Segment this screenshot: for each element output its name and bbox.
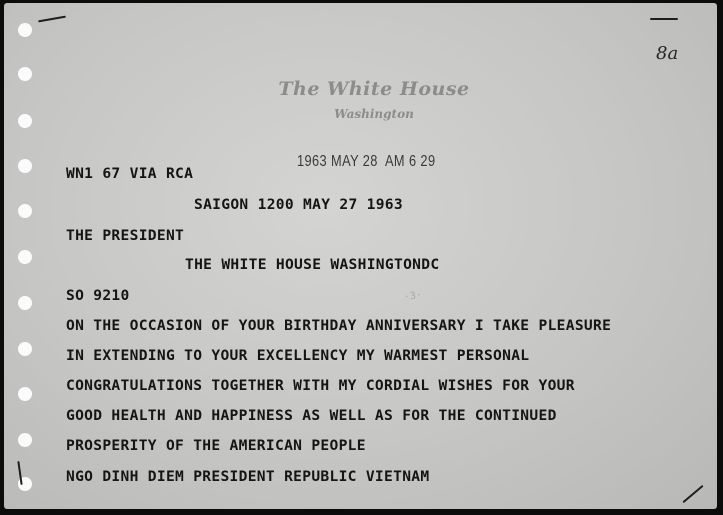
body-line: PROSPERITY OF THE AMERICAN PEOPLE <box>66 437 366 454</box>
corner-mark <box>650 18 678 20</box>
punch-hole <box>18 387 32 401</box>
signature-line: NGO DINH DIEM PRESIDENT REPUBLIC VIETNAM <box>66 468 430 485</box>
punch-hole <box>18 296 32 310</box>
addressee-line: THE PRESIDENT <box>66 227 185 244</box>
punch-hole <box>18 67 32 81</box>
punch-hole <box>18 23 32 37</box>
corner-mark <box>38 16 66 23</box>
letterhead-subtitle: Washington <box>334 107 414 121</box>
address-line: THE WHITE HOUSE WASHINGTONDC <box>185 256 440 273</box>
body-line: CONGRATULATIONS TOGETHER WITH MY CORDIAL WISHES FOR YOUR <box>66 377 575 394</box>
punch-hole <box>18 250 32 264</box>
body-line: ON THE OCCASION OF YOUR BIRTHDAY ANNIVERSARY I TAKE PLEASURE <box>66 317 612 334</box>
punch-hole <box>18 114 32 128</box>
faint-impression: ·3· <box>403 289 423 304</box>
origin-line: SAIGON 1200 MAY 27 1963 <box>194 196 403 213</box>
reference-line: SO 9210 <box>66 287 130 304</box>
punch-hole <box>18 342 32 356</box>
body-line: IN EXTENDING TO YOUR EXCELLENCY MY WARMEST PERSONAL <box>66 347 530 364</box>
punch-hole <box>18 433 32 447</box>
handwritten-page-note: 8a <box>656 43 679 64</box>
punch-hole <box>18 204 32 218</box>
routing-line: WN1 67 VIA RCA <box>66 165 194 182</box>
punch-hole <box>18 159 32 173</box>
telegram-sheet <box>4 3 717 509</box>
received-time-stamp: 1963 MAY 28 AM 6 29 <box>297 153 436 170</box>
corner-mark <box>682 485 703 503</box>
body-line: GOOD HEALTH AND HAPPINESS AS WELL AS FOR THE CONTINUED <box>66 407 557 424</box>
letterhead-title: The White House <box>278 78 470 100</box>
